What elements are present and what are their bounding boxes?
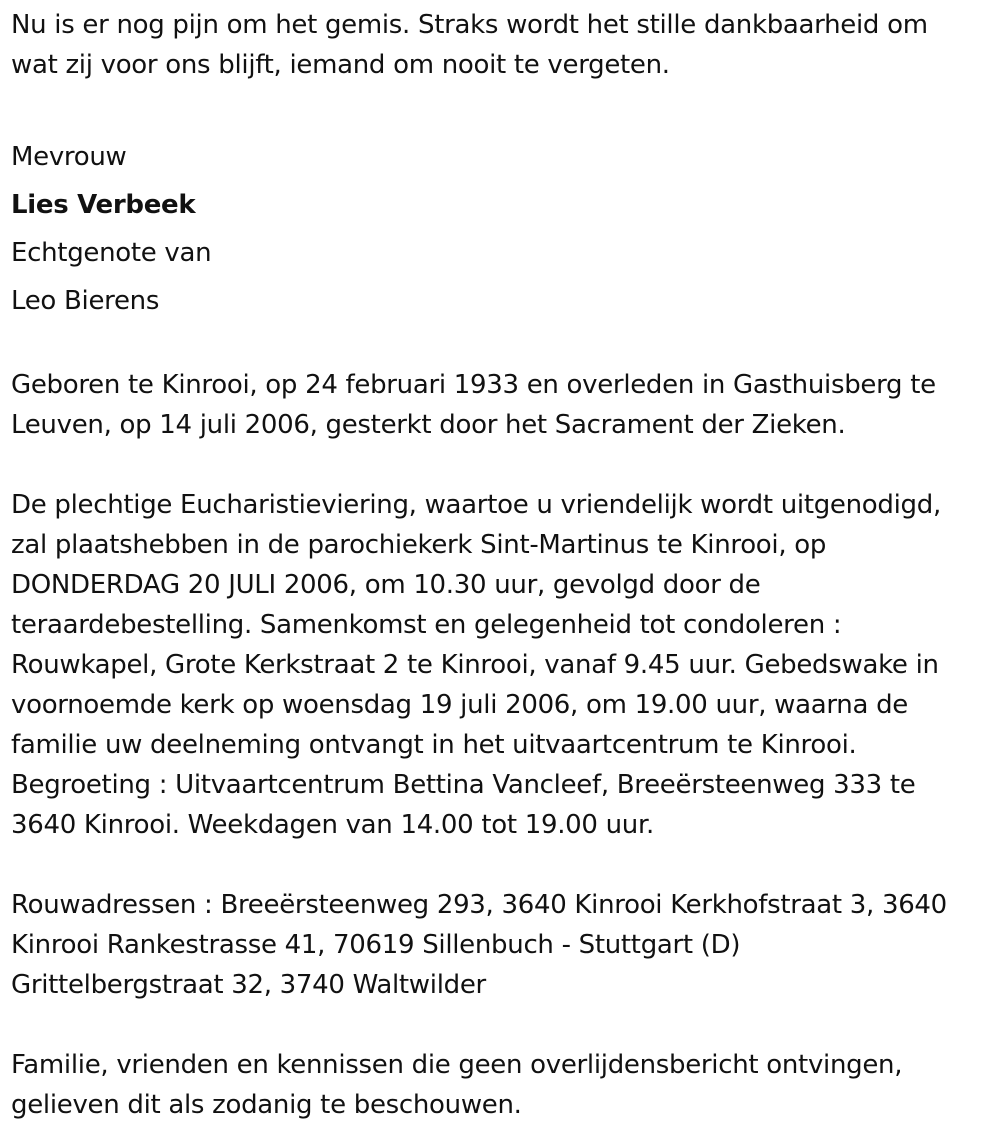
addresses-paragraph	[11, 885, 988, 1005]
intro-paragraph	[11, 5, 988, 85]
address-line: Grittelbergstraat 32, 3740 Waltwilder	[11, 970, 486, 1000]
ceremony-line: 3640 Kinrooi. Weekdagen van 14.00 tot 19.00 uur.	[11, 810, 654, 840]
spouse-name: Leo Bierens	[11, 286, 160, 316]
ceremony-line: De plechtige Eucharistieviering, waartoe u vriendelijk wordt uitgenodigd,	[11, 490, 941, 520]
ceremony-line: Rouwkapel, Grote Kerkstraat 2 te Kinrooi, vanaf 9.45 uur. Gebedswake in	[11, 650, 939, 680]
salutation: Mevrouw	[11, 142, 127, 172]
closing-line: gelieven dit als zodanig te beschouwen.	[11, 1090, 522, 1120]
birth-death-line: Leuven, op 14 juli 2006, gesterkt door het Sacrament der Zieken.	[11, 410, 846, 440]
ceremony-paragraph	[11, 485, 988, 845]
ceremony-line: familie uw deelneming ontvangt in het uitvaartcentrum te Kinrooi.	[11, 730, 857, 760]
address-line: Kinrooi Rankestrasse 41, 70619 Sillenbuch - Stuttgart (D)	[11, 930, 741, 960]
ceremony-line: teraardebestelling. Samenkomst en gelegenheid tot condoleren :	[11, 610, 842, 640]
address-line: Rouwadressen : Breeërsteenweg 293, 3640 Kinrooi Kerkhofstraat 3, 3640	[11, 890, 947, 920]
birth-death-line: Geboren te Kinrooi, op 24 februari 1933 en overleden in Gasthuisberg te	[11, 370, 936, 400]
ceremony-line: Begroeting : Uitvaartcentrum Bettina Vancleef, Breeërsteenweg 333 te	[11, 770, 916, 800]
ceremony-line: DONDERDAG 20 JULI 2006, om 10.30 uur, gevolgd door de	[11, 570, 761, 600]
closing-line: Familie, vrienden en kennissen die geen overlijdensbericht ontvingen,	[11, 1050, 903, 1080]
person-block	[11, 125, 988, 325]
deceased-name: Lies Verbeek	[11, 190, 196, 220]
ceremony-line: voornoemde kerk op woensdag 19 juli 2006, om 19.00 uur, waarna de	[11, 690, 908, 720]
birth-death-paragraph	[11, 365, 988, 445]
relation-label: Echtgenote van	[11, 238, 212, 268]
closing-paragraph	[11, 1045, 988, 1125]
ceremony-line: zal plaatshebben in de parochiekerk Sint-Martinus te Kinrooi, op	[11, 530, 827, 560]
intro-line: wat zij voor ons blijft, iemand om nooit te vergeten.	[11, 50, 670, 80]
intro-line: Nu is er nog pijn om het gemis. Straks wordt het stille dankbaarheid om	[11, 10, 928, 40]
